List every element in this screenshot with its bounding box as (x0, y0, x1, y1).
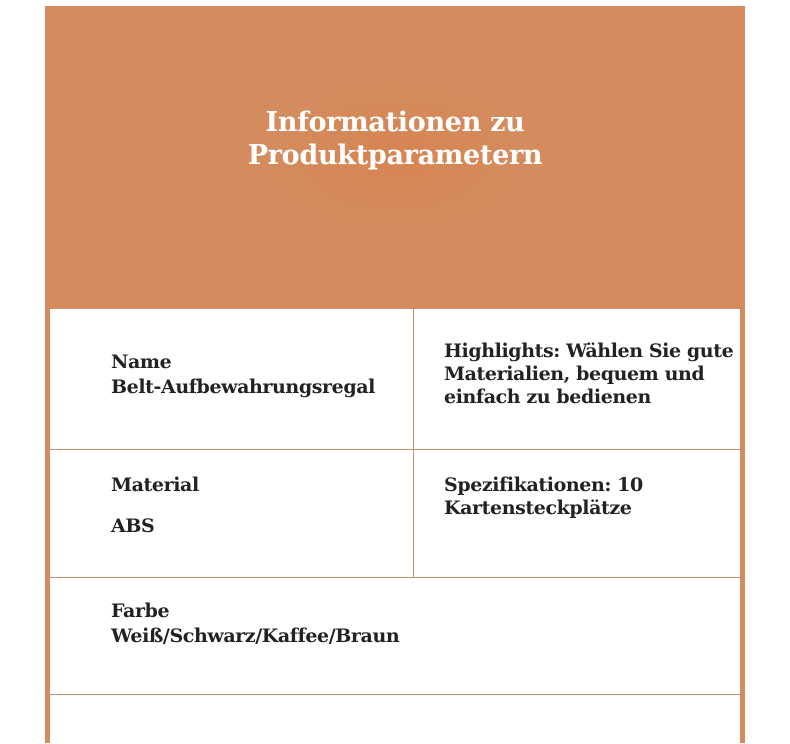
table-row (50, 578, 740, 695)
page-title: Informationen zu Produktparametern (247, 107, 543, 171)
highlights-text: Highlights: Wählen Sie gute Materialien, bequem und einfach zu bedienen (444, 340, 734, 408)
color-label: Farbe (111, 600, 170, 622)
table-row (50, 309, 740, 450)
header-banner (45, 6, 745, 308)
specifications-text: Spezifikationen: 10 Kartensteckplätze (444, 474, 643, 519)
color-value: Weiß/Schwarz/Kaffee/Braun (111, 625, 400, 647)
column-divider (413, 309, 414, 578)
product-parameters-card (45, 6, 745, 743)
table-row (50, 695, 740, 744)
parameters-table (50, 308, 740, 744)
table-row (50, 450, 740, 578)
name-label: Name (111, 351, 172, 373)
name-value: Belt-Aufbewahrungsregal (111, 376, 375, 398)
material-label: Material (111, 474, 199, 496)
material-value: ABS (111, 515, 155, 537)
